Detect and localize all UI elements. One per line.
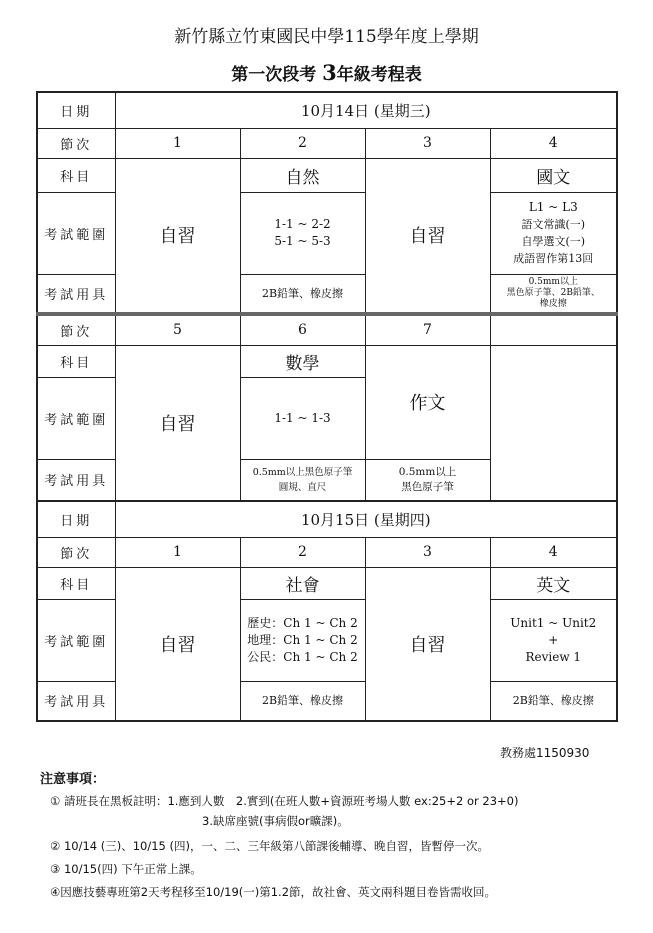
subject-label: 科目 — [37, 345, 115, 377]
period-number: 2 — [240, 128, 365, 158]
note-item: ① 請班長在黑板註明：1.應到人數 2.實到(在班人數+資源班考場人數 ex:25+2 or 23+0) — [50, 794, 519, 808]
date-label: 日期 — [37, 501, 115, 537]
exam-schedule-table — [36, 91, 618, 722]
period-number: 3 — [365, 128, 490, 158]
tools-line: 黑色原子筆 — [401, 480, 454, 493]
range-line: 地理：Ch 1 ~ Ch 2 — [247, 632, 358, 647]
range-science — [240, 192, 365, 274]
range-label: 考試範圍 — [37, 192, 115, 274]
period-number: 2 — [240, 537, 365, 567]
subject-label: 科目 — [37, 567, 115, 599]
range-line: 歷史：Ch 1 ~ Ch 2 — [247, 615, 358, 630]
period-row-day1-a — [37, 128, 617, 158]
self-study-cell: 自習 — [115, 567, 240, 721]
period-number: 3 — [365, 537, 490, 567]
school-title: 新竹縣立竹東國民中學115學年度上學期 — [174, 27, 479, 47]
period-row-day2 — [37, 537, 617, 567]
date-day2: 10月15日 (星期四) — [115, 501, 617, 537]
tools-line: 0.5mm以上 — [398, 465, 457, 478]
range-line: 公民：Ch 1 ~ Ch 2 — [247, 649, 358, 664]
period-number: 4 — [490, 128, 617, 158]
range-line: Unit1 ~ Unit2 — [510, 615, 597, 630]
tools-label: 考試用具 — [37, 681, 115, 721]
range-line: 語文常識(一) — [521, 218, 586, 231]
range-line: + — [548, 632, 559, 647]
range-line: L1 ~ L3 — [528, 200, 578, 214]
period-number-empty — [490, 314, 617, 345]
period-number: 6 — [240, 314, 365, 345]
subject-english: 英文 — [490, 567, 617, 599]
tools-line: 圓規、直尺 — [278, 481, 327, 493]
range-label: 考試範圍 — [37, 599, 115, 681]
date-day1: 10月14日 (星期三) — [115, 92, 617, 128]
office-stamp: 教務處1150930 — [500, 746, 590, 760]
range-social — [240, 599, 365, 681]
subject-row-day1-b — [37, 345, 617, 377]
subject-social: 社會 — [240, 567, 365, 599]
subject-label: 科目 — [37, 158, 115, 192]
self-study-cell: 自習 — [115, 345, 240, 501]
tools-line: 橡皮擦 — [539, 298, 567, 309]
period-number: 1 — [115, 128, 240, 158]
self-study-cell: 自習 — [365, 567, 490, 721]
range-chinese — [490, 192, 617, 274]
period-row-day1-b — [37, 314, 617, 345]
empty-cell — [490, 345, 617, 501]
date-label: 日期 — [37, 92, 115, 128]
note-item: ④因應技藝專班第2天考程移至10/19(一)第1.2節，故社會、英文兩科題目卷皆需收回。 — [50, 885, 497, 899]
range-line: 成語習作第13回 — [513, 252, 594, 265]
tools-english: 2B鉛筆、橡皮擦 — [490, 681, 617, 721]
tools-math — [240, 459, 365, 501]
self-study-cell: 自習 — [365, 158, 490, 314]
grade-suffix: 年級考程表 — [336, 65, 422, 85]
subject-science: 自然 — [240, 158, 365, 192]
period-number: 4 — [490, 537, 617, 567]
date-row-day1 — [37, 92, 617, 128]
date-row-day2 — [37, 501, 617, 537]
period-number: 5 — [115, 314, 240, 345]
grade-number: 3 — [322, 60, 337, 85]
subject-row-day1-a — [37, 158, 617, 192]
period-label: 節次 — [37, 128, 115, 158]
range-math: 1-1 ~ 1-3 — [240, 377, 365, 459]
tools-chinese — [490, 274, 617, 314]
range-english — [490, 599, 617, 681]
tools-composition — [365, 459, 490, 501]
tools-social: 2B鉛筆、橡皮擦 — [240, 681, 365, 721]
subject-composition: 作文 — [365, 345, 490, 459]
range-line: Review 1 — [525, 649, 582, 664]
note-item-continued: 3.缺席座號(事病假or曠課)。 — [202, 814, 349, 828]
range-line: 1-1 ~ 2-2 — [274, 217, 331, 231]
subject-row-day2 — [37, 567, 617, 599]
notes-section — [40, 768, 640, 907]
range-label: 考試範圍 — [37, 377, 115, 459]
tools-line: 0.5mm以上 — [528, 276, 578, 287]
self-study-cell: 自習 — [115, 158, 240, 314]
tools-line: 0.5mm以上黑色原子筆 — [252, 466, 353, 478]
period-number: 1 — [115, 537, 240, 567]
period-label: 節次 — [37, 537, 115, 567]
tools-line: 黑色原子筆、2B鉛筆、 — [506, 287, 600, 298]
tools-label: 考試用具 — [37, 459, 115, 501]
period-label: 節次 — [37, 314, 115, 345]
tools-science: 2B鉛筆、橡皮擦 — [240, 274, 365, 314]
note-item: ③ 10/15(四) 下午正常上課。 — [50, 862, 202, 876]
exam-title — [0, 60, 653, 85]
exam-name: 第一次段考 — [231, 65, 317, 85]
note-item: ② 10/14 (三)、10/15 (四)，一、二、三年級第八節課後輔導、晚自習，皆暫停一次。 — [50, 839, 490, 853]
notes-title: 注意事項： — [40, 772, 106, 787]
tools-label: 考試用具 — [37, 274, 115, 314]
subject-chinese: 國文 — [490, 158, 617, 192]
period-number: 7 — [365, 314, 490, 345]
subject-math: 數學 — [240, 345, 365, 377]
range-line: 5-1 ~ 5-3 — [274, 234, 331, 248]
range-line: 自學選文(一) — [521, 235, 586, 248]
